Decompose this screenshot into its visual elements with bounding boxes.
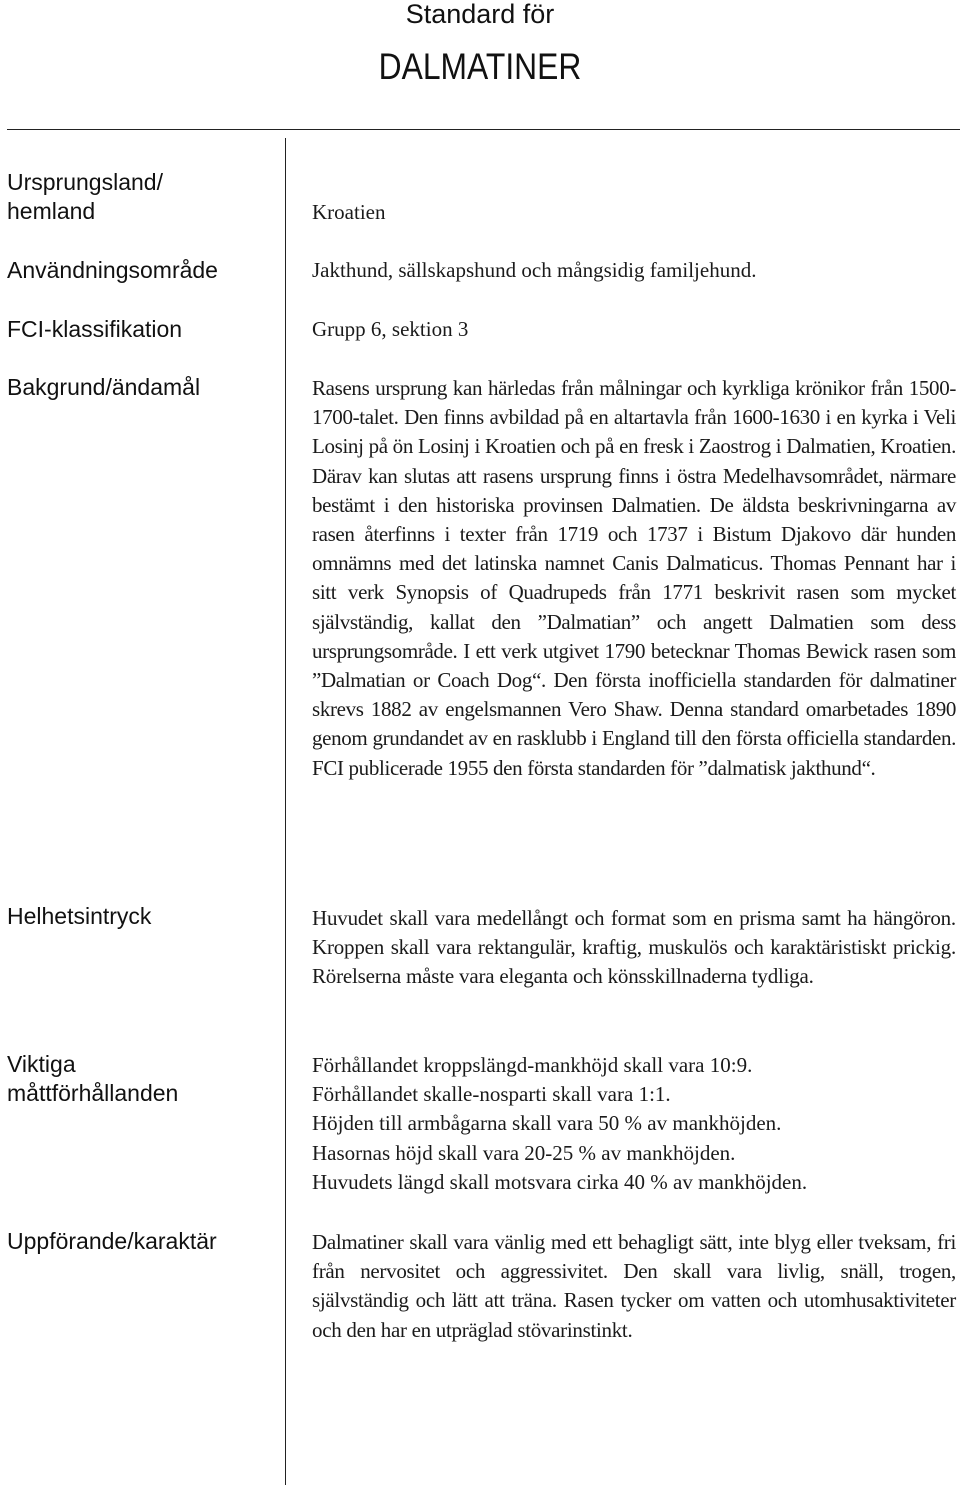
column-divider bbox=[285, 138, 286, 1485]
value-bakgrund: Rasens ursprung kan härledas från målningar och kyrkliga krönikor från 1500-1700-talet. Den finns avbildad på en altartavla från 1600-1630 i en kyrka i Veli Losinj på ön Losinj i Kroatien och på en fresk i Zaostrog i Dalmatien, Kroatien. Därav kan slutas att rasens ursprung finns i östra Medelhavsområdet, närmare bestämt i den historiska provinsen Dalmatien. De äldsta beskrivningarna av rasen återfinns i texter från 1719 och 1737 i Bistum Djakovo där hunden omnämns med det latinska namnet Canis Dalmaticus. Thomas Pennant har i sitt verk Synopsis of Quadrupeds från 1771 beskrivit rasen som mycket självständig, kallat den ”Dalmatian” och angett Dalmatien som dess ursprungsområde. I ett verk utgivet 1790 betecknar Thomas Bewick rasen som ”Dalmatian or Coach Dog“. Den första inofficiella standarden för dalmatiner skrevs 1882 av engelsmannen Vero Shaw. Denna standard omarbetades 1890 genom grundandet av en rasklubb i England till den första officiella standarden. FCI publicerade 1955 den första standarden för ”dalmatisk jakthund“. bbox=[312, 376, 956, 780]
value-uppforande: Dalmatiner skall vara vänlig med ett behagligt sätt, inte blyg eller tveksam, fri från nervositet och aggressivitet. Den skall vara livlig, snäll, trogen, självständig och lätt att träna. Rasen tycker om vatten och utomhusaktiviteter och den har en utpräglad stövarinstinkt. bbox=[312, 1230, 956, 1342]
label-fci-klassifikation: FCI-klassifikation bbox=[7, 316, 183, 342]
proportion-line: Huvudets längd skall motsvara cirka 40 % av mankhöjden. bbox=[312, 1169, 808, 1194]
proportion-line: Höjden till armbågarna skall vara 50 % av mankhöjden. bbox=[312, 1111, 782, 1136]
proportion-line: Hasornas höjd skall vara 20-25 % av mankhöjden. bbox=[312, 1140, 736, 1165]
label-uppforande: Uppförande/karaktär bbox=[7, 1228, 217, 1254]
value-anvandningsomrade: Jakthund, sällskapshund och mångsidig familjehund. bbox=[312, 258, 757, 282]
value-helhetsintryck: Huvudet skall vara medellångt och format som en prisma samt ha hängöron. Kroppen skall vara rektangulär, kraftig, muskulös och karaktäristiskt prickig. Rörelserna måste vara eleganta och könsskillnaderna tydliga. bbox=[312, 906, 956, 989]
label-bakgrund: Bakgrund/ändamål bbox=[7, 374, 201, 400]
page-title: DALMATINER bbox=[378, 46, 582, 87]
label-helhetsintryck: Helhetsintryck bbox=[7, 903, 152, 929]
proportion-line: Förhållandet skalle-nosparti skall vara 1:1. bbox=[312, 1082, 671, 1107]
label-proportioner: Viktiga måttförhållanden bbox=[7, 1051, 179, 1106]
proportion-line: Förhållandet kroppslängd-mankhöjd skall vara 10:9. bbox=[312, 1053, 753, 1077]
value-fci-klassifikation: Grupp 6, sektion 3 bbox=[312, 317, 469, 341]
label-ursprungsland: Ursprungsland/ hemland bbox=[7, 169, 163, 224]
header-divider bbox=[7, 129, 960, 130]
value-proportioner bbox=[312, 1051, 956, 1197]
page-subtitle: Standard för bbox=[405, 0, 555, 29]
value-ursprungsland: Kroatien bbox=[312, 200, 386, 224]
label-anvandningsomrade: Användningsområde bbox=[7, 257, 218, 283]
